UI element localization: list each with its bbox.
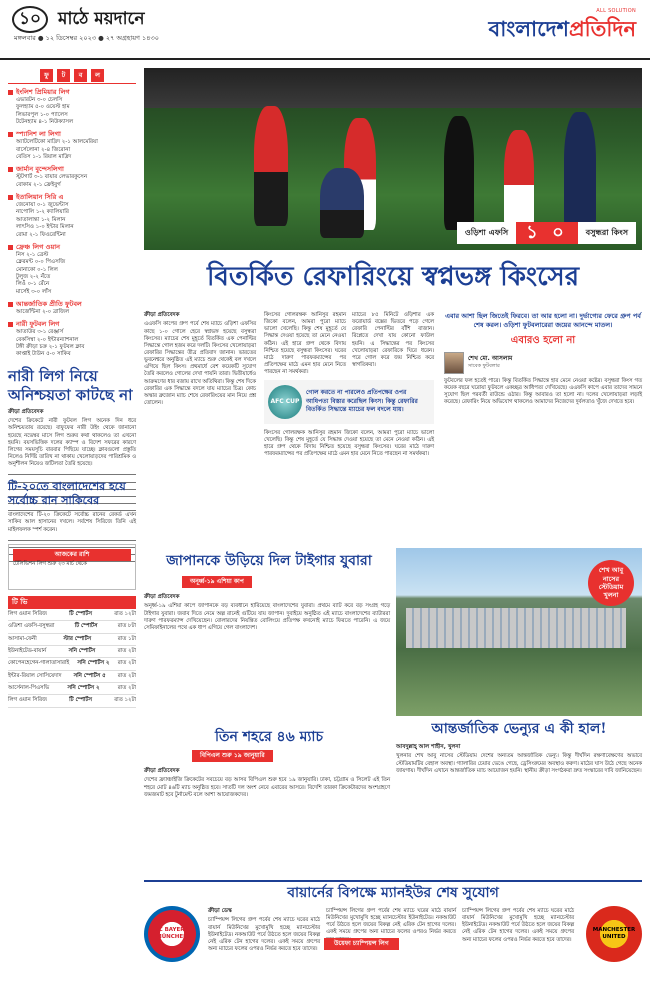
tv-row xyxy=(8,658,136,670)
tv-time: রাত ৮টা xyxy=(117,623,136,630)
tv-event: লিগ ওয়ান সিরিজ xyxy=(8,697,47,704)
match-result: বোকাম ২-১ ফ্রেইবুর্গ xyxy=(16,181,61,188)
league-name xyxy=(8,165,136,174)
venue-body: খুলনার শেখ আবু নাসের স্টেডিয়াম দেশের অন্যতম আন্তর্জাতিক ভেন্যু। কিন্তু দীর্ঘদিন রক্ষণাবেক্ষণের অভাবে স্টেডিয়ামটির বেহাল অবস্থা। গ্যালারির চেয়ার ভেঙে গেছে, ড্রেসিংরুমের অবস্থাও করুণ। মাঠের ঘাস উঠে গেছে অনেক জায়গায়। দীর্ঘদিন এখানে আন্তর্জাতিক ম্যাচ আয়োজন হয়নি। স্থানীয় ক্রীড়া সংগঠকরা দ্রুত সংস্কারের দাবি জানিয়েছেন। xyxy=(396,753,642,774)
logo-part-1: বাংলাদেশ xyxy=(488,15,569,41)
match-result: রোমা ২-১ ফিওরেন্টিনা xyxy=(16,231,66,238)
league-title: আন্তর্জাতিক প্রীতি ফুটবল xyxy=(16,300,82,309)
opinion-box xyxy=(444,312,642,528)
match-result: টটেনহ্যাম ৪-১ নিউক্যাসল xyxy=(16,119,74,126)
match-result: নিস ২-১ ব্রেস্ট xyxy=(16,251,49,258)
page-header xyxy=(0,0,650,60)
match-result: মোনাকো ০-১ লিল xyxy=(16,266,58,273)
tv-event: লিগ ওয়ান সিরিজ xyxy=(8,611,47,618)
pull-quote xyxy=(264,380,434,424)
section-name: মাঠে ময়দানে xyxy=(58,9,145,29)
tv-row xyxy=(8,621,136,633)
football-results-heading xyxy=(8,68,136,84)
player-figure xyxy=(564,112,596,230)
lead-column xyxy=(144,312,256,548)
left-sidebar xyxy=(8,68,136,968)
match-result: বেতিস ১-১ রিয়াল মাদ্রিদ xyxy=(16,154,72,161)
tv-time: রাত ২টা xyxy=(117,684,136,691)
square-bullet-icon xyxy=(8,302,13,307)
text-lines xyxy=(8,536,136,538)
league-title: ইংলিশ প্রিমিয়ার লিগ xyxy=(16,88,70,96)
tv-channel: টি স্পোর্টস xyxy=(69,697,92,704)
u19-column xyxy=(144,594,390,722)
ucl-column-left xyxy=(208,908,320,966)
shakib-body: বাংলাদেশের টি-২০ ক্রিকেটে সর্বোচ্চ রানের রেকর্ড এখন সাকিব আল হাসানের দখলে। সর্বশেষ সিরিজে তিনি এই মাইলফলক স্পর্শ করেন। xyxy=(8,512,136,533)
league-name xyxy=(8,193,136,202)
horoscope-text: টেলিভিশন লিগ শুরু ২৩ মার্চ থেকে xyxy=(13,560,87,567)
tv-time: রাত ১২টা xyxy=(114,611,136,618)
match-result: টঙ্গী ক্রীড়া চক্র ২-১ ফুটবল ক্লাব xyxy=(16,344,85,351)
photo-stands xyxy=(144,68,642,108)
match-score: ১ ০ xyxy=(516,222,578,244)
tv-channel: টি স্পোর্টস xyxy=(74,623,98,630)
tv-row xyxy=(8,609,136,621)
match-result: আর্জেন্টিনা ২-০ ব্রাজিল xyxy=(16,309,70,316)
heading-letter: ফু xyxy=(40,69,53,82)
tv-channel: স্টার স্পোর্টস xyxy=(63,635,92,642)
heading-letter: ল xyxy=(91,69,104,82)
tv-time: রাত ২টা xyxy=(117,648,136,655)
league-title: ফ্রেঞ্চ লিগ ওয়ান xyxy=(16,242,61,251)
heading-letter: ব xyxy=(74,69,87,82)
league-title: জার্মান বুন্দেসলিগা xyxy=(16,165,64,174)
league-name xyxy=(8,243,136,252)
ucl-story xyxy=(144,880,642,968)
u19-tag: অনূর্ধ্ব-১৯ এশিয়া কাপ xyxy=(182,576,252,588)
stadium-photo xyxy=(396,548,642,716)
text-lines xyxy=(8,470,136,472)
player-figure xyxy=(504,130,534,230)
tv-event: ইউনাইটেড-বায়ার্ন xyxy=(8,648,47,655)
match-result: জেনোয়া ০-১ জুভেন্টাস xyxy=(16,201,69,208)
tv-event: আর্সেনাল-পিএসভি xyxy=(8,684,50,691)
square-bullet-icon xyxy=(8,322,13,327)
match-result: ফুলহ্যাম ৫-০ ওয়েস্ট হাম xyxy=(16,104,70,111)
bpl-headline: তিন শহরে ৪৬ ম্যাচ xyxy=(214,729,324,745)
league-name xyxy=(8,130,136,139)
newspaper-logo xyxy=(489,8,636,43)
bpl-byline: ক্রীড়া প্রতিবেদক xyxy=(144,768,180,774)
score-bar xyxy=(457,222,636,244)
team-left: ওড়িশা এফসি xyxy=(457,222,516,244)
tv-time: রাত ২টা xyxy=(117,660,136,667)
match-result: অ্যাটলেটিকো মাদ্রিদ ২-১ আলমেরিয়া xyxy=(16,139,98,146)
tv-schedule-heading: টি ভি xyxy=(8,596,136,609)
tv-event: কোপেনহেগেন-গালাতাসারাই xyxy=(8,660,70,667)
square-bullet-icon xyxy=(8,167,13,172)
league-title: নারী ফুটবল লিগ xyxy=(16,320,60,329)
league-results xyxy=(8,88,136,359)
venue-headline: আন্তর্জাতিক ভেন্যুর এ কী হাল! xyxy=(431,721,607,737)
tv-row xyxy=(8,683,136,695)
stadium-badge: শেখ আবু নাসের স্টেডিয়াম খুলনা xyxy=(588,560,634,606)
u19-body: অনূর্ধ্ব-১৯ এশিয়া কাপে জাপানকে বড় ব্যবধানে হারিয়েছে বাংলাদেশের যুবারা। প্রথমে ব্যাট করে বড় সংগ্রহ গড়ে টাইগার যুবারা। জবাব দিতে নেমে অল্প রানেই গুটিয়ে যায় জাপান। দুবাইয়ে অনুষ্ঠিত এই ম্যাচে বাংলাদেশের ব্যাটাররা দারুণ পারফরম্যান্স দেখিয়েছেন। বোলারদের নিয়ন্ত্রিত বোলিংয়ে প্রতিপক্ষ কখনোই ম্যাচে ফিরতে পারেনি। এ জয়ে সেমিফাইনালের পথে এক ধাপ এগিয়ে গেল বাংলাদেশ। xyxy=(144,603,390,631)
player-figure xyxy=(320,168,364,238)
match-result: লিওঁ ০-১ রেঁনে xyxy=(16,281,50,288)
match-result: কাপ্তাই টাউন ৫-০ সাকিব xyxy=(16,351,71,358)
pull-quote-text: গোল করতে না পারলেও প্রতিপক্ষের ওপর আধিপত্য বিস্তার করেছিল কিংস। কিন্তু রেফারির বিতর্কিত সিদ্ধান্তে ম্যাচের ফল বদলে যায়। xyxy=(306,389,418,414)
author-role: সাবেক ফুটবলার xyxy=(468,363,500,370)
league-name xyxy=(8,320,136,329)
tv-channel: সনি স্পোর্টস ২ xyxy=(77,660,110,667)
tv-time: রাত ১২টা xyxy=(114,697,136,704)
match-result: নাপোলি ১-২ ক্যালিয়ারি xyxy=(16,209,69,216)
tv-event: ইন্টার-রিয়াল সোসিয়েদাদ xyxy=(8,672,62,679)
tv-schedule xyxy=(8,609,136,707)
logo-text xyxy=(489,15,636,43)
player-figure xyxy=(254,106,288,226)
tv-row xyxy=(8,646,136,658)
league-block xyxy=(8,165,136,189)
tv-channel: সনি স্পোর্টস ২ xyxy=(67,684,100,691)
stadium-stand xyxy=(406,608,626,648)
ucl-headline: বায়ার্নের বিপক্ষে ম্যানইউর শেষ সুযোগ xyxy=(287,885,499,901)
tv-row xyxy=(8,695,136,707)
bpl-column xyxy=(144,768,390,876)
lead-byline: ক্রীড়া প্রতিবেদক xyxy=(144,312,180,318)
tv-row xyxy=(8,671,136,683)
tv-channel: টি স্পোর্টস xyxy=(69,611,92,618)
main-headline: বিতর্কিত রেফারিংয়ে স্বপ্নভঙ্গ কিংসের xyxy=(206,262,580,292)
shakib-headline: টি-২০তে বাংলাদেশের হয়ে সর্বোচ্চ রান সাকিবের xyxy=(8,480,126,508)
page-number-value: ১০ xyxy=(12,6,48,33)
match-result: আতাউর ৩-১ রেঞ্জার্স xyxy=(16,329,64,336)
match-result: মার্সেই ৩-০ লাঁস xyxy=(16,288,52,295)
opinion-body: ফুটবলের ফল হতেই পারে। কিন্তু বিতর্কিত সিদ্ধান্তে হার মেনে নেওয়া কষ্টের। বসুন্ধরা কিংস গত কয়েক বছরে ঘরোয়া ফুটবলে একচ্ছত্র আধিপত্য দেখিয়েছে। এএফসি কাপে এবার তাদের সামনে সুযোগ ছিল পরবর্তী রাউন্ডে ওঠার। কিন্তু আবারও তা হলো না। দলের খেলোয়াড়রা লড়াই করেছে। রেফারিং নিয়ে অভিযোগ থাকলেও আমাদের নিজেদের দুর্বলতাও খুঁজে দেখতে হবে। xyxy=(444,377,642,406)
square-bullet-icon xyxy=(8,245,13,250)
venue-column xyxy=(396,744,642,876)
ucl-column-right: চ্যাম্পিয়ন্স লিগের গ্রুপ পর্বের শেষ ম্যাচে ঘরের মাঠে বায়ার্ন মিউনিখের মুখোমুখি হচ্ছে ম্যানচেস্টার ইউনাইটেড। নকআউট পর্বে উঠতে হলে জয়ের বিকল্প নেই এরিক টেন হাগের দলের। একই সময়ে গ্রুপের অন্য ম্যাচের ফলের ওপরও নির্ভর করতে হবে তাদের। xyxy=(462,908,574,943)
league-block xyxy=(8,243,136,296)
bpl-body: দেশের ফ্র্যাঞ্চাইজি ক্রিকেটের সবচেয়ে বড় আসর বিপিএল শুরু হবে ১৯ জানুয়ারি। ঢাকা, চট্টগ্রাম ও সিলেট এই তিন শহরে মোট ৪৬টি ম্যাচ অনুষ্ঠিত হবে। সাতটি দল অংশ নেবে এবারের আসরে। বিদেশি তারকা ক্রিকেটারদের অংশগ্রহণে জমজমাট হবে টুর্নামেন্ট বলে আশা আয়োজকদের। xyxy=(144,777,390,798)
opinion-intro: এবার আশা ছিল জিতেই ফিরবে। তা আর হলো না। দুর্ভাগ্যের ফেরে গ্রুপ পর্ব শেষ করল। ওড়িশা ফুটবলারেরা জয়ের আনন্দে মাতল। xyxy=(445,312,641,330)
match-result: এভারটন ৩-০ চেলসি xyxy=(16,96,63,103)
opinion-title: এবারও হলো না xyxy=(510,335,576,347)
match-result: বার্সেলোনা ২-৪ জিরোনা xyxy=(16,146,71,153)
horoscope-box xyxy=(8,544,136,590)
ucl-body: চ্যাম্পিয়ন্স লিগের গ্রুপ পর্বের শেষ ম্যাচে ঘরের মাঠে বায়ার্ন মিউনিখের মুখোমুখি হচ্ছে ম্যানচেস্টার ইউনাইটেড। নকআউট পর্বে উঠতে হলে জয়ের বিকল্প নেই এরিক টেন হাগের দলের। একই সময়ে গ্রুপের অন্য ম্যাচের ফলের ওপরও নির্ভর করতে হবে তাদের। xyxy=(208,917,320,952)
bayern-crest-icon: FC BAYERN MÜNCHEN xyxy=(144,906,200,962)
league-block xyxy=(8,320,136,358)
square-bullet-icon xyxy=(8,132,13,137)
u19-headline: জাপানকে উড়িয়ে দিল টাইগার যুবারা xyxy=(166,553,372,569)
afc-cup-logo: AFC CUP xyxy=(268,385,302,419)
ucl-tag: উয়েফা চ্যাম্পিয়ন্স লিগ xyxy=(324,938,399,950)
author-photo xyxy=(444,352,464,374)
league-block xyxy=(8,300,136,316)
main-content xyxy=(144,68,642,968)
page-number xyxy=(12,6,145,33)
women-league-headline: নারী লিগ নিয়ে অনিশ্চয়তা কাটছে না xyxy=(8,366,133,404)
logo-tagline: ALL SOLUTION xyxy=(596,8,636,14)
league-title: ইতালিয়ান সিরি এ xyxy=(16,193,64,202)
team-right: বসুন্ধরা কিংস xyxy=(578,222,636,244)
tv-event: ওডিশা এফসি-বসুন্ধরা xyxy=(8,623,55,630)
match-result: বেকসিম্বা ২-০ ইন্টারন্যাশনাল xyxy=(16,336,79,343)
ucl-column-mid: চ্যাম্পিয়ন্স লিগের গ্রুপ পর্বের শেষ ম্যাচে ঘরের মাঠে বায়ার্ন মিউনিখের মুখোমুখি হচ্ছে ম্যানচেস্টার ইউনাইটেড। নকআউট পর্বে উঠতে হলে জয়ের বিকল্প নেই এরিক টেন হাগের দলের। একই সময়ে গ্রুপের অন্য ম্যাচের ফলের ওপরও নির্ভর করতে xyxy=(326,908,456,936)
ucl-byline: ক্রীড়া ডেস্ক xyxy=(208,908,232,914)
tv-channel: সনি স্পোর্টস xyxy=(68,648,96,655)
bpl-tag: বিপিএল শুরু ১৯ জানুয়ারি xyxy=(192,750,273,762)
tv-time: রাত ২টা xyxy=(117,672,136,679)
player-figure xyxy=(444,116,474,230)
match-result: লাৎসিও ১-০ ইন্টার মিলান xyxy=(16,224,74,231)
league-name xyxy=(8,88,136,97)
match-result: লিভারপুল ১-০ প্যালেস xyxy=(16,111,68,118)
match-result: টুলুজ ২-২ নঁতে xyxy=(16,274,51,280)
logo-part-2: প্রতিদিন xyxy=(568,15,636,41)
column-two: কিংসের গোলরক্ষক আনিসুর রহমান জিকো বলেন, আমরা পুরো ম্যাচে ভালো খেলেছি। কিন্তু শেষ মুহূর্তে যে সিদ্ধান্ত দেওয়া হয়েছে তা মেনে নেওয়া কঠিন। এই হারে গ্রুপ থেকে বিদায় নিশ্চিত হয়েছে বসুন্ধরা কিংসের। ঘরের মাঠে দারুণ পারফরম্যান্সের পর প্রতিপক্ষের মাঠে এমন হার মেনে নিতে পারছেন না সমর্থকরা। xyxy=(264,312,346,376)
heading-letter: ট xyxy=(57,69,70,82)
league-block xyxy=(8,193,136,239)
venue-byline: আবদুল্লাহ্‌ আল শাহীন, খুলনা xyxy=(396,744,461,750)
league-title: স্প্যানিশ লা লিগা xyxy=(16,130,61,139)
manchester-united-crest-icon: MANCHESTER UNITED xyxy=(586,906,642,962)
women-league-body: দেশের ক্রিকেটে নারী ফুটবল লিগ অনেক দিন ধরে অনিশ্চয়তায় রয়েছে। বাফুফের নারী উইং থেকে জানানো হয়েছে নভেম্বর মাসে লিগ শুরুর কথা থাকলেও তা এখনো হয়নি। বয়সভিত্তিক দলের ক্যাম্প ও বিদেশ সফরের কারণে লিগের সময়সূচি বারবার পিছিয়ে যাচ্ছে। ক্লাবগুলো প্রস্তুতি নিলেও নির্দিষ্ট তারিখ না থাকায় খেলোয়াড়দের পারিশ্রমিক ও অনুশীলন নিয়েও জটিলতা তৈরি হয়েছে। xyxy=(8,418,136,468)
match-result: আতালান্তা ১-২ মিলান xyxy=(16,216,66,223)
match-result: স্টুটগার্ট ৩-১ বায়ার লেভারকুসেন xyxy=(16,174,88,181)
league-block xyxy=(8,130,136,161)
women-league-byline: ক্রীড়া প্রতিবেদক xyxy=(8,408,44,415)
square-bullet-icon xyxy=(8,195,13,200)
tv-channel: সনি স্পোর্টস ৫ xyxy=(73,672,106,679)
match-result: ক্লেরমন্ট ০-০ পিএসজি xyxy=(16,259,66,266)
lead-body: এএফসি কাপের গ্রুপ পর্বে শেষ ম্যাচে ওড়িশা এফসির কাছে ১-০ গোলে হেরে স্বপ্নভঙ্গ হয়েছে বসুন্ধরা কিংসের। ম্যাচের শেষ মুহূর্তে বিতর্কিত এক পেনাল্টির সিদ্ধান্তে গোল হজম করে দলটি। কিংসের খেলোয়াড়রা রেফারির সিদ্ধান্তের তীব্র প্রতিবাদ জানান। ভারতের ভুবনেশ্বরে অনুষ্ঠিত এই ম্যাচে শুরু থেকেই বল দখলে এগিয়ে ছিল কিংস। প্রথমার্ধে বেশ কয়েকটি সুযোগ তৈরি করলেও গোলের দেখা পায়নি তারা। দ্বিতীয়ার্ধেও আক্রমণের ধার বজায় রাখে অতিথিরা। কিন্তু শেষ দিকে রেফারির এক সিদ্ধান্তে বদলে যায় ম্যাচের চিত্র। কোচ অস্কার ব্রুজোন ম্যাচ শেষে রেফারিংয়ের মান নিয়ে প্রশ্ন তোলেন। xyxy=(144,321,256,406)
author-name: শেখ মো. আসলাম xyxy=(468,355,513,363)
tv-row xyxy=(8,634,136,646)
horoscope-heading: আজকের রাশি xyxy=(13,549,131,561)
column-three: ম্যাচের ৮৫ মিনিটে ওড়িশার এক ফরোয়ার্ড বক্সের ভিতরে পড়ে গেলে রেফারি পেনাল্টির বাঁশি বাজান। রিপ্লেতে দেখা যায় কোনো ফাউল হয়নি। এ সিদ্ধান্তের পর কিংসের খেলোয়াড়রা রেফারিকে ঘিরে ধরেন। পরে গোল করে জয় নিশ্চিত করে স্বাগতিকরা। xyxy=(352,312,434,368)
league-name xyxy=(8,300,136,309)
tv-time: রাত ১টা xyxy=(117,635,136,642)
tv-event: আসামা-ফেনী xyxy=(8,635,37,642)
league-block xyxy=(8,88,136,126)
match-photo xyxy=(144,68,642,250)
page-date: মঙ্গলবার ● ১২ ডিসেম্বর ২০২৩ ● ২৭ অগ্রহায়ণ ১৪৩০ xyxy=(14,34,159,42)
opinion-author xyxy=(444,352,642,374)
u19-byline: ক্রীড়া প্রতিবেদক xyxy=(144,594,180,600)
column-two-continued: কিংসের গোলরক্ষক আনিসুর রহমান জিকো বলেন, আমরা পুরো ম্যাচে ভালো খেলেছি। কিন্তু শেষ মুহূর্তে যে সিদ্ধান্ত দেওয়া হয়েছে তা মেনে নেওয়া কঠিন। এই হারে গ্রুপ থেকে বিদায় নিশ্চিত হয়েছে বসুন্ধরা কিংসের। ঘরের মাঠে দারুণ পারফরম্যান্সের পর প্রতিপক্ষের মাঠে এমন হার মেনে নিতে পারছেন না সমর্থকরা। xyxy=(264,430,434,458)
square-bullet-icon xyxy=(8,90,13,95)
